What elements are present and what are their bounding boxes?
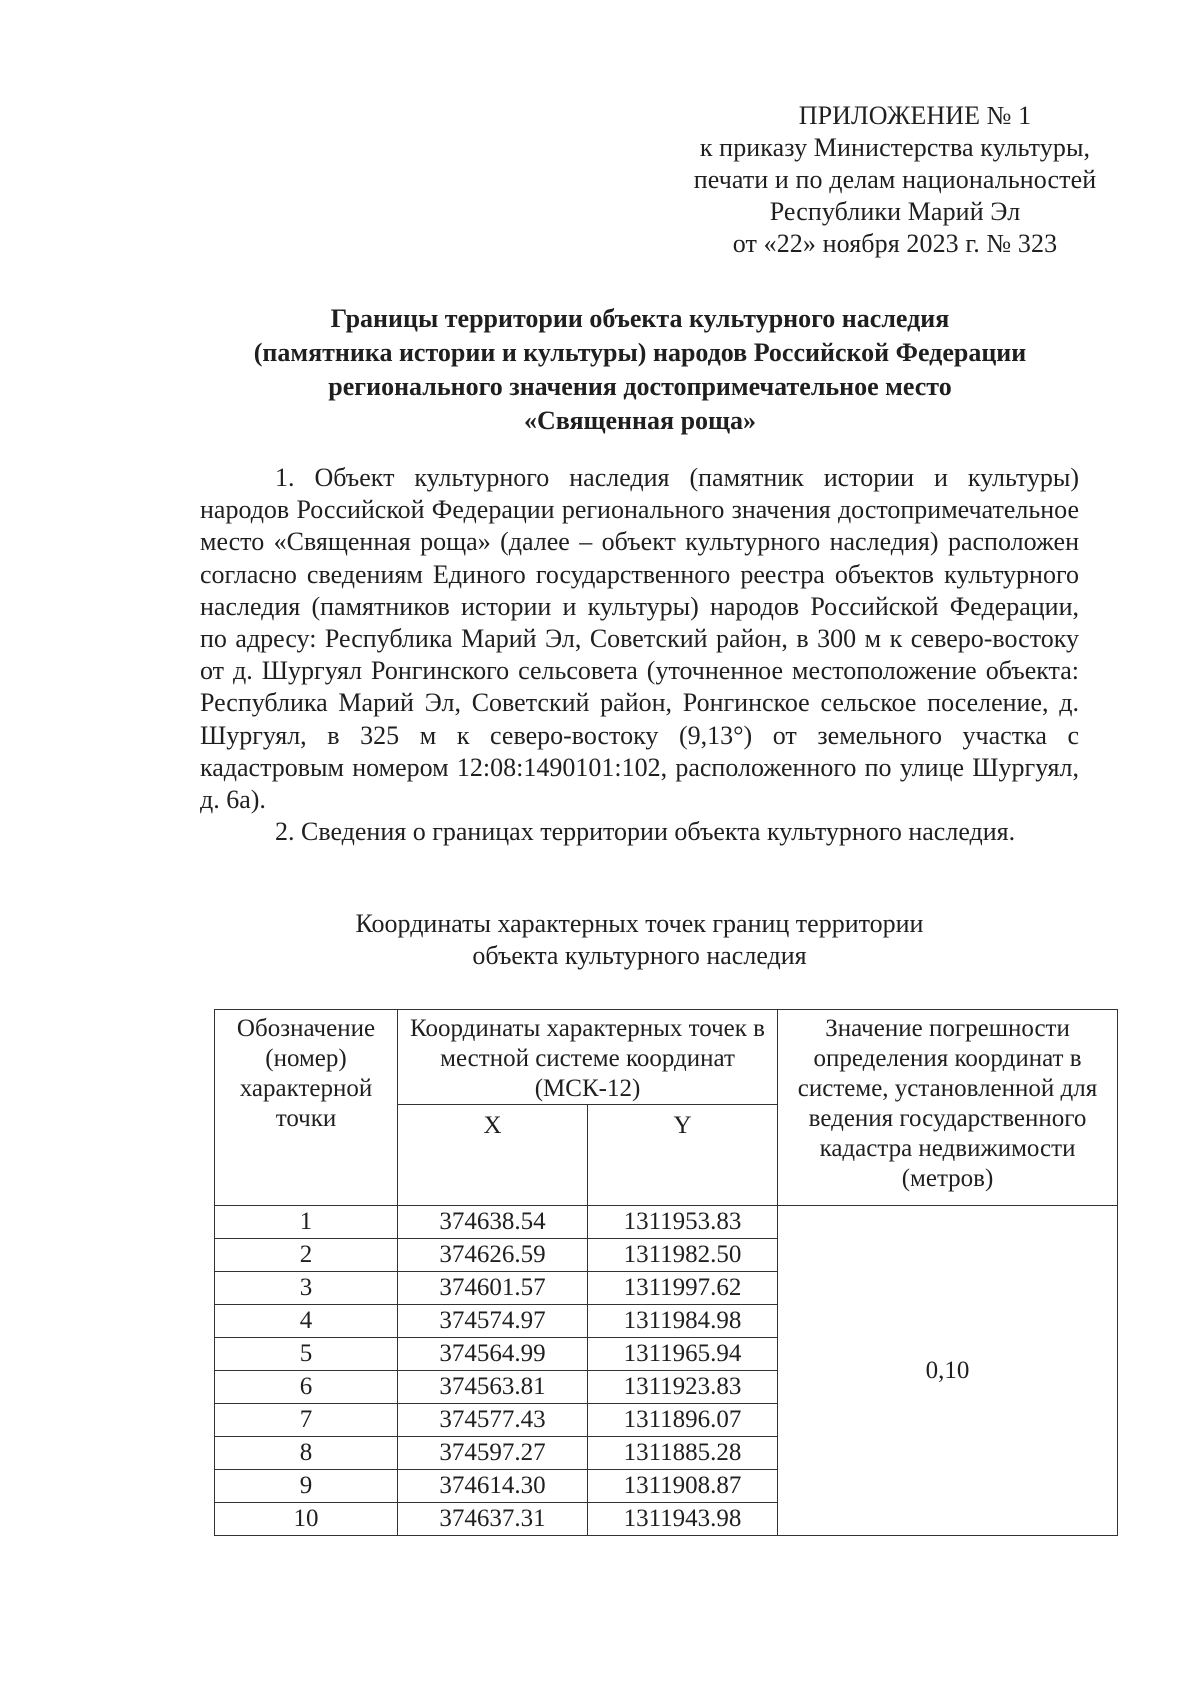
table-caption — [200, 908, 1079, 972]
coord-y: 1311908.87 — [588, 1470, 778, 1503]
coord-x: 374597.27 — [398, 1437, 588, 1470]
coord-y: 1311896.07 — [588, 1404, 778, 1437]
coord-x: 374614.30 — [398, 1470, 588, 1503]
point-number: 6 — [215, 1371, 398, 1404]
title-line: «Священная роща» — [524, 406, 756, 435]
appendix-title: ПРИЛОЖЕНИЕ № 1 — [798, 101, 1032, 130]
header-point-number: Обозначение (номер) характерной точки — [215, 1010, 398, 1206]
coord-y: 1311923.83 — [588, 1371, 778, 1404]
document-body — [200, 462, 1079, 848]
header-error: Значение погрешности определения координат в системе, установленной для ведения государственного кадастра недвижимости (метров) — [778, 1010, 1118, 1206]
coord-x: 374577.43 — [398, 1404, 588, 1437]
paragraph-1: 1. Объект культурного наследия (памятник истории и культуры) народов Российской Федерации регионального значения достопримечательное место «Священная роща» (далее – объект культурного наследия) расположен согласно сведениям Единого государственного реестра объектов культурного наследия (памятников истории и культуры) народов Российской Федерации, по адресу: Республика Марий Эл, Советский район, в 300 м к северо-востоку от д. Шургуял Ронгинского сельсовета (уточненное местоположение объекта: Республика Марий Эл, Советский район, Ронгинское сельское поселение, д. Шургуял, в 325 м к северо-востоку (9,13°) от земельного участка с кадастровым номером 12:08:1490101:102, расположенного по улице Шургуял, д. 6а). — [200, 463, 1079, 815]
appendix-header — [660, 100, 1130, 260]
point-number: 10 — [215, 1503, 398, 1536]
title-line: регионального значения достопримечательное место — [328, 372, 952, 401]
paragraph-2: 2. Сведения о границах территории объекта культурного наследия. — [275, 817, 1016, 847]
coord-x: 374564.99 — [398, 1338, 588, 1371]
coord-y: 1311953.83 — [588, 1206, 778, 1239]
coord-y: 1311885.28 — [588, 1437, 778, 1470]
coord-x: 374638.54 — [398, 1206, 588, 1239]
appendix-line: от «22» ноября 2023 г. № 323 — [732, 229, 1058, 258]
appendix-line: к приказу Министерства культуры, — [699, 133, 1091, 162]
coord-x: 374574.97 — [398, 1305, 588, 1338]
point-number: 4 — [215, 1305, 398, 1338]
coord-x: 374601.57 — [398, 1272, 588, 1305]
coord-y: 1311984.98 — [588, 1305, 778, 1338]
header-x: X — [398, 1105, 588, 1206]
appendix-line: печати и по делам национальностей — [693, 165, 1097, 194]
coord-y: 1311943.98 — [588, 1503, 778, 1536]
header-y: Y — [588, 1105, 778, 1206]
coord-y: 1311997.62 — [588, 1272, 778, 1305]
coord-x: 374563.81 — [398, 1371, 588, 1404]
coord-x: 374637.31 — [398, 1503, 588, 1536]
title-line: Границы территории объекта культурного наследия — [330, 304, 950, 333]
header-coordinates: Координаты характерных точек в местной системе координат (МСК-12) — [398, 1010, 778, 1105]
coord-y: 1311982.50 — [588, 1239, 778, 1272]
point-number: 8 — [215, 1437, 398, 1470]
appendix-line: Республики Марий Эл — [769, 197, 1021, 226]
caption-line: Координаты характерных точек границ территории — [355, 909, 924, 938]
point-number: 9 — [215, 1470, 398, 1503]
title-line: (памятника истории и культуры) народов Российской Федерации — [253, 338, 1027, 367]
point-number: 1 — [215, 1206, 398, 1239]
caption-line: объекта культурного наследия — [472, 941, 807, 970]
point-number: 7 — [215, 1404, 398, 1437]
coordinates-table — [214, 1009, 1118, 1536]
error-value: 0,10 — [778, 1206, 1118, 1536]
point-number: 2 — [215, 1239, 398, 1272]
table-row — [215, 1206, 1118, 1239]
document-title — [160, 302, 1120, 438]
point-number: 3 — [215, 1272, 398, 1305]
coord-y: 1311965.94 — [588, 1338, 778, 1371]
point-number: 5 — [215, 1338, 398, 1371]
coord-x: 374626.59 — [398, 1239, 588, 1272]
